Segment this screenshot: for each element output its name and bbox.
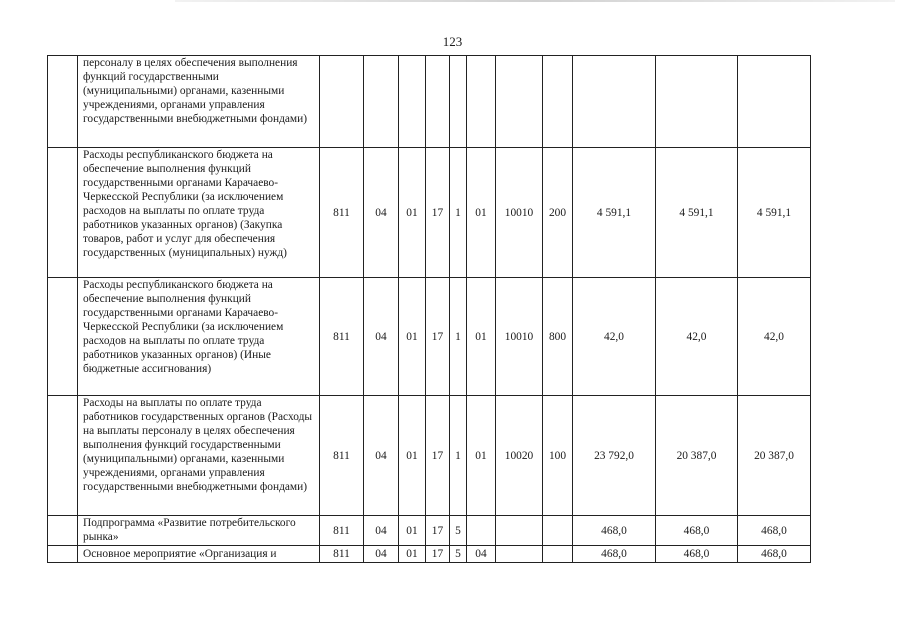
subsection-code-cell: 01 [399,148,426,278]
row-number-cell [48,516,78,546]
expense-type-cell: 800 [543,278,573,396]
amount-1-cell: 468,0 [573,516,656,546]
ministry-code-cell: 811 [320,546,364,563]
section-code-cell: 04 [364,148,399,278]
activity-code-cell: 01 [467,396,496,516]
amount-1-cell [573,56,656,148]
direction-code-cell [496,516,543,546]
table-row [48,148,811,278]
description-cell: Расходы республиканского бюджета на обеспечение выполнения функций государственными органами Карачаево-Черкесской Республики (за исключением расходов на выплаты по оплате труда работников указанных органов) (Закупка товаров, работ и услуг для обеспечения государственных (муниципальных) нужд) [78,148,320,278]
row-number-cell [48,396,78,516]
program-code-cell: 17 [426,516,450,546]
amount-2-cell: 4 591,1 [656,148,738,278]
program-code-cell: 17 [426,546,450,563]
subprogram-code-cell: 1 [450,278,467,396]
ministry-code-cell: 811 [320,278,364,396]
table-row [48,278,811,396]
row-number-cell [48,56,78,148]
amount-2-cell [656,56,738,148]
table-row [48,546,811,563]
table-row [48,396,811,516]
subprogram-code-cell: 1 [450,396,467,516]
description-cell: персоналу в целях обеспечения выполнения функций государственными (муниципальными) органами, казенными учреждениями, органами управления государственными внебюджетными фондами) [78,56,320,148]
table-row [48,516,811,546]
page-number: 123 [442,34,463,49]
expense-type-cell: 100 [543,396,573,516]
ministry-code-cell [320,56,364,148]
amount-1-cell: 468,0 [573,546,656,563]
activity-code-cell: 01 [467,278,496,396]
subprogram-code-cell [450,56,467,148]
direction-code-cell [496,546,543,563]
description-cell: Расходы на выплаты по оплате труда работников государственных органов (Расходы на выплаты персоналу в целях обеспечения выполнения функций государственными (муниципальными) органами, казенными учреждениями, органами управления государственными внебюджетными фондами) [78,396,320,516]
ministry-code-cell: 811 [320,516,364,546]
row-number-cell [48,278,78,396]
section-code-cell: 04 [364,396,399,516]
amount-3-cell: 42,0 [738,278,811,396]
program-code-cell: 17 [426,148,450,278]
direction-code-cell: 10020 [496,396,543,516]
amount-3-cell: 20 387,0 [738,396,811,516]
program-code-cell: 17 [426,396,450,516]
section-code-cell [364,56,399,148]
amount-1-cell: 4 591,1 [573,148,656,278]
expense-type-cell [543,516,573,546]
activity-code-cell: 04 [467,546,496,563]
subsection-code-cell: 01 [399,546,426,563]
subprogram-code-cell: 5 [450,516,467,546]
activity-code-cell [467,56,496,148]
amount-3-cell [738,56,811,148]
expense-type-cell: 200 [543,148,573,278]
amount-2-cell: 42,0 [656,278,738,396]
section-code-cell: 04 [364,546,399,563]
expense-type-cell [543,546,573,563]
ministry-code-cell: 811 [320,396,364,516]
description-cell: Основное мероприятие «Организация и [78,546,320,563]
row-number-cell [48,546,78,563]
row-number-cell [48,148,78,278]
section-code-cell: 04 [364,278,399,396]
amount-1-cell: 23 792,0 [573,396,656,516]
direction-code-cell: 10010 [496,278,543,396]
amount-2-cell: 20 387,0 [656,396,738,516]
amount-2-cell: 468,0 [656,546,738,563]
amount-2-cell: 468,0 [656,516,738,546]
activity-code-cell: 01 [467,148,496,278]
program-code-cell: 17 [426,278,450,396]
subsection-code-cell: 01 [399,396,426,516]
ministry-code-cell: 811 [320,148,364,278]
subsection-code-cell [399,56,426,148]
description-cell: Расходы республиканского бюджета на обеспечение выполнения функций государственными органами Карачаево-Черкесской Республики (за исключением расходов на выплаты по оплате труда работников указанных органов) (Иные бюджетные ассигнования) [78,278,320,396]
amount-3-cell: 468,0 [738,516,811,546]
description-cell: Подпрограмма «Развитие потребительского рынка» [78,516,320,546]
program-code-cell [426,56,450,148]
subprogram-code-cell: 5 [450,546,467,563]
activity-code-cell [467,516,496,546]
amount-3-cell: 468,0 [738,546,811,563]
subsection-code-cell: 01 [399,278,426,396]
subprogram-code-cell: 1 [450,148,467,278]
budget-table [47,55,811,563]
subsection-code-cell: 01 [399,516,426,546]
direction-code-cell [496,56,543,148]
direction-code-cell: 10010 [496,148,543,278]
amount-3-cell: 4 591,1 [738,148,811,278]
expense-type-cell [543,56,573,148]
scan-edge [175,0,895,2]
amount-1-cell: 42,0 [573,278,656,396]
section-code-cell: 04 [364,516,399,546]
table-row [48,56,811,148]
